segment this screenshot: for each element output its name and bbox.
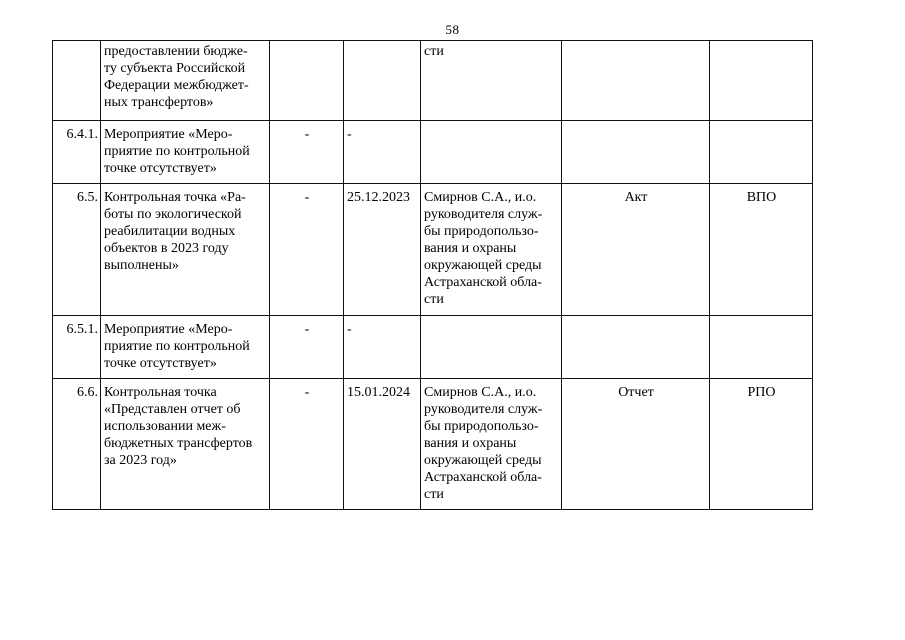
cell-text-line: вания и охраны	[424, 241, 517, 256]
control-level-cell	[710, 41, 813, 121]
start-date-cell: -	[270, 121, 344, 184]
start-date-cell	[270, 41, 344, 121]
responsible-cell	[421, 379, 562, 510]
cell-text-line: сти	[424, 292, 444, 307]
control-points-table	[52, 40, 813, 510]
cell-text-line: Мероприятие «Меро-	[104, 127, 233, 142]
row-number-cell: 6.5.1.	[53, 316, 101, 379]
responsible-cell	[421, 121, 562, 184]
end-date-cell: 25.12.2023	[344, 184, 421, 316]
cell-text-line: вания и охраны	[424, 436, 517, 451]
control-level-cell	[710, 121, 813, 184]
responsible-cell	[421, 184, 562, 316]
document-type-cell: Акт	[562, 184, 710, 316]
event-name-cell	[101, 121, 270, 184]
cell-text-line: сти	[424, 44, 444, 59]
cell-text-line: точке отсутствует»	[104, 356, 217, 371]
control-level-cell: ВПО	[710, 184, 813, 316]
responsible-cell	[421, 316, 562, 379]
cell-text-line: окружающей среды	[424, 258, 542, 273]
cell-text-line: использовании меж-	[104, 419, 226, 434]
cell-text-line: точке отсутствует»	[104, 161, 217, 176]
row-number-cell	[53, 41, 101, 121]
control-level-cell	[710, 316, 813, 379]
cell-text-line: приятие по контрольной	[104, 144, 250, 159]
cell-text-line: предоставлении бюдже-	[104, 44, 248, 59]
cell-text-line: бы природопользо-	[424, 224, 539, 239]
cell-text-line: Астраханской обла-	[424, 275, 542, 290]
cell-text-line: реабилитации водных	[104, 224, 236, 239]
end-date-cell	[344, 41, 421, 121]
cell-text-line: окружающей среды	[424, 453, 542, 468]
cell-text-line: Контрольная точка «Ра-	[104, 190, 246, 205]
document-type-cell: Отчет	[562, 379, 710, 510]
start-date-cell: -	[270, 316, 344, 379]
cell-text-line: «Представлен отчет об	[104, 402, 241, 417]
end-date-cell: -	[344, 316, 421, 379]
table-row	[53, 121, 813, 184]
cell-text-line: ту субъекта Российской	[104, 61, 246, 76]
event-name-cell	[101, 316, 270, 379]
table-row	[53, 379, 813, 510]
cell-text-line: за 2023 год»	[104, 453, 177, 468]
row-number-cell: 6.6.	[53, 379, 101, 510]
table-row	[53, 41, 813, 121]
row-number-cell: 6.4.1.	[53, 121, 101, 184]
start-date-cell: -	[270, 184, 344, 316]
event-name-cell	[101, 379, 270, 510]
cell-text-line: Смирнов С.А., и.о.	[424, 190, 537, 205]
event-name-cell	[101, 184, 270, 316]
cell-text-line: объектов в 2023 году	[104, 241, 229, 256]
end-date-cell: -	[344, 121, 421, 184]
row-number-cell: 6.5.	[53, 184, 101, 316]
document-type-cell	[562, 121, 710, 184]
table-row	[53, 184, 813, 316]
document-type-cell	[562, 41, 710, 121]
cell-text-line: руководителя служ-	[424, 207, 543, 222]
cell-text-line: приятие по контрольной	[104, 339, 250, 354]
cell-text-line: руководителя служ-	[424, 402, 543, 417]
cell-text-line: боты по экологической	[104, 207, 242, 222]
event-name-cell	[101, 41, 270, 121]
start-date-cell: -	[270, 379, 344, 510]
cell-text-line: ных трансфертов»	[104, 95, 214, 110]
cell-text-line: Мероприятие «Меро-	[104, 322, 233, 337]
page-number: 58	[445, 22, 460, 37]
end-date-cell: 15.01.2024	[344, 379, 421, 510]
cell-text-line: выполнены»	[104, 258, 179, 273]
responsible-cell	[421, 41, 562, 121]
cell-text-line: бюджетных трансфертов	[104, 436, 253, 451]
cell-text-line: Федерации межбюджет-	[104, 78, 249, 93]
cell-text-line: Смирнов С.А., и.о.	[424, 385, 537, 400]
control-level-cell: РПО	[710, 379, 813, 510]
cell-text-line: сти	[424, 487, 444, 502]
cell-text-line: бы природопользо-	[424, 419, 539, 434]
document-type-cell	[562, 316, 710, 379]
cell-text-line: Астраханской обла-	[424, 470, 542, 485]
cell-text-line: Контрольная точка	[104, 385, 217, 400]
table-row	[53, 316, 813, 379]
